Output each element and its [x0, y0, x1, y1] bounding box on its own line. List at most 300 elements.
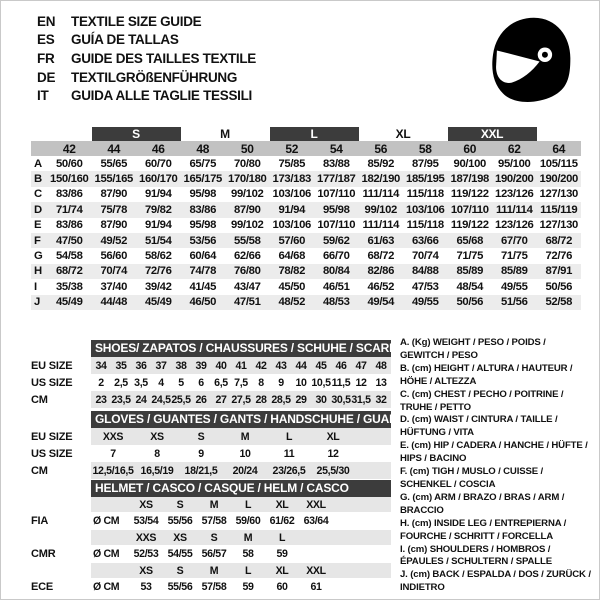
measure-letter: G — [34, 250, 43, 263]
size-value: 75/85 — [278, 157, 306, 170]
size-value: 35/38 — [55, 280, 83, 293]
measure-letter: I — [34, 280, 37, 293]
size-value: 46/50 — [181, 295, 226, 310]
language-code: IT — [37, 88, 49, 104]
shoes-row — [31, 357, 393, 374]
size-value: 83/86 — [181, 202, 226, 217]
size-value: 107/110 — [448, 202, 493, 217]
size-value: 87/90 — [100, 188, 128, 201]
size-value: 48/53 — [314, 295, 359, 310]
size-value: 52/58 — [537, 295, 582, 310]
size-group-label: XL — [395, 127, 411, 141]
helmet-size-label: XL — [275, 498, 289, 511]
size-value: 111/114 — [492, 202, 537, 217]
size-value: 119/122 — [450, 219, 489, 232]
helmet-size-label: XXL — [306, 564, 326, 577]
legend-item: E. (cm) HIP / CADERA / HANCHE / HÜFTE / HIPS / BACINO — [400, 440, 588, 465]
size-value: 111/114 — [362, 219, 399, 232]
size-value: 59/62 — [314, 233, 359, 248]
helmet-size-value: 57/58 — [201, 581, 227, 593]
size-value: 66/70 — [322, 250, 350, 263]
size-value: 155/165 — [92, 171, 137, 186]
gloves-band — [91, 445, 391, 462]
helmet-size-label: XXS — [135, 531, 157, 544]
helmet-size-value: 52/53 — [133, 548, 159, 560]
helmet-size-value: 59 — [276, 548, 288, 560]
size-value: 74/78 — [181, 264, 226, 279]
size-value: 83/86 — [55, 219, 83, 232]
size-value: 185/195 — [403, 171, 448, 186]
racing-helmet-icon — [483, 11, 579, 111]
helmet-size-label: S — [210, 531, 218, 544]
size-value: 49/55 — [500, 280, 528, 293]
size-value: 103/106 — [272, 188, 311, 201]
helmet-size-value: 55/56 — [167, 515, 193, 527]
gloves-table-title: GLOVES / GUANTES / GANTS / HANDSCHUHE / GUANTI — [91, 411, 391, 428]
helmet-size-value: 59 — [242, 581, 254, 593]
gloves-table — [31, 428, 393, 479]
shoes-value: 28,5 — [271, 393, 291, 406]
gloves-row-label: EU SIZE — [31, 430, 73, 443]
shoes-row-label: US SIZE — [31, 376, 73, 389]
size-value: 123/126 — [495, 219, 534, 232]
language-title: TEXTILGRÖßENFÜHRUNG — [71, 69, 238, 85]
legend-item: C. (cm) CHEST / PECHO / POITRINE / TRUHE / PETTO — [400, 388, 564, 413]
helmet-size-label: S — [176, 498, 184, 511]
gloves-value: XS — [150, 430, 164, 443]
size-value: 46/52 — [367, 280, 395, 293]
size-value: 85/92 — [367, 157, 395, 170]
shoes-value: 31,5 — [351, 393, 371, 406]
shoes-value: 23,5 — [111, 393, 131, 406]
size-value: 68/72 — [367, 250, 395, 263]
size-value: 49/54 — [359, 295, 404, 310]
size-value: 103/106 — [403, 202, 448, 217]
size-value: 68/72 — [537, 233, 582, 248]
size-number: 54 — [314, 141, 359, 156]
size-table-row — [31, 218, 581, 233]
shoes-value: 39 — [195, 359, 207, 372]
size-value: 95/98 — [189, 219, 217, 232]
shoes-row — [31, 391, 393, 408]
size-number: 48 — [181, 141, 226, 156]
size-table-row — [31, 264, 581, 279]
size-number: 50 — [225, 141, 270, 156]
shoes-value: 41 — [235, 359, 247, 372]
shoes-value: 6,5 — [214, 376, 228, 389]
legend-item: B. (cm) HEIGHT / ALTURA / HAUTEUR / HÖHE / ALTEZZA — [400, 362, 573, 387]
size-value: 103/106 — [272, 219, 311, 232]
shoes-value: 24,5 — [151, 393, 171, 406]
size-value: 119/122 — [450, 188, 489, 201]
shoes-value: 36 — [135, 359, 147, 372]
helmet-value-band — [91, 512, 391, 530]
size-value: 70/80 — [233, 157, 261, 170]
helmet-size-row — [31, 530, 393, 545]
helmet-size-label: M — [209, 564, 219, 577]
size-value: 55/65 — [100, 157, 128, 170]
language-row — [37, 49, 256, 68]
helmet-size-row — [31, 563, 393, 578]
shoes-band — [91, 391, 391, 408]
gloves-value: 25,5/30 — [316, 464, 350, 477]
legend-item: F. (cm) TIGH / MUSLO / CUISSE / SCHENKEL / COSCIA — [400, 466, 543, 490]
helmet-size-value: 59/60 — [235, 515, 261, 527]
size-value: 91/94 — [144, 219, 172, 232]
gloves-value: 10 — [239, 447, 251, 460]
shoes-value: 35 — [115, 359, 127, 372]
size-value: 60/70 — [144, 157, 172, 170]
size-value: 85/89 — [492, 264, 537, 279]
gloves-value: 12 — [327, 447, 339, 460]
size-value: 48/52 — [270, 295, 315, 310]
gloves-value: 16,5/19 — [140, 464, 174, 477]
size-value: 187/198 — [448, 171, 493, 186]
helmet-cert-label: FIA — [31, 515, 49, 527]
shoes-value: 45 — [315, 359, 327, 372]
shoes-value: 40 — [215, 359, 227, 372]
shoes-value: 30 — [315, 393, 327, 406]
size-number-row — [31, 141, 581, 156]
helmet-size-label: XS — [139, 564, 153, 577]
size-value: 127/130 — [539, 188, 578, 201]
shoes-value: 37 — [155, 359, 167, 372]
size-value: 45/49 — [136, 295, 181, 310]
helmet-size-value: 61/62 — [269, 515, 295, 527]
helmet-size-label: L — [244, 498, 252, 511]
size-value: 127/130 — [539, 219, 578, 232]
helmet-size-label: XXL — [306, 498, 326, 511]
shoes-row-label: CM — [31, 393, 48, 406]
size-table-row — [31, 233, 581, 248]
size-table-row — [31, 295, 581, 310]
size-value: 115/118 — [406, 219, 444, 232]
helmet-table — [31, 497, 393, 596]
helmet-size-label: XL — [275, 564, 289, 577]
size-value: 190/200 — [537, 171, 582, 186]
legend-item: J. (cm) BACK / ESPALDA / DOS / ZURÜCK / INDIETRO — [400, 569, 591, 594]
size-table-row — [31, 248, 581, 263]
measure-letter: B — [31, 171, 47, 186]
shoes-value: 28 — [255, 393, 267, 406]
gloves-row — [31, 462, 393, 479]
measure-letter: J — [31, 295, 47, 310]
shoes-value: 3,5 — [134, 376, 148, 389]
size-value: 62/66 — [233, 250, 261, 263]
helmet-size-value: 55/56 — [167, 581, 193, 593]
gloves-value: 12,5/16,5 — [92, 464, 134, 477]
main-size-table — [31, 127, 581, 310]
helmet-size-value: 54/55 — [167, 548, 193, 560]
size-value: 79/82 — [136, 202, 181, 217]
size-value: 50/56 — [448, 295, 493, 310]
measurement-legend — [400, 337, 592, 595]
size-value: 47/51 — [225, 295, 270, 310]
shoes-table-title: SHOES/ ZAPATOS / CHAUSSURES / SCHUHE / SCARPE — [91, 340, 391, 357]
helmet-size-value: 63/64 — [303, 515, 329, 527]
shoes-value: 32 — [375, 393, 387, 406]
helmet-size-value: 60 — [276, 581, 288, 593]
shoes-value: 47 — [355, 359, 367, 372]
size-value: 54/58 — [55, 250, 83, 263]
size-value: 111/114 — [362, 188, 399, 201]
shoes-value: 13 — [375, 376, 387, 389]
helmet-size-band — [91, 497, 391, 512]
size-value: 170/180 — [225, 171, 270, 186]
size-group-label: S — [92, 127, 181, 141]
size-value: 83/86 — [55, 188, 83, 201]
size-value: 51/54 — [136, 233, 181, 248]
shoes-value: 4 — [158, 376, 164, 389]
shoes-value: 27 — [215, 393, 227, 406]
shoes-value: 43 — [275, 359, 287, 372]
language-row — [37, 68, 256, 87]
size-number: 64 — [537, 141, 582, 156]
size-number-corner — [31, 141, 47, 156]
shoes-value: 2,5 — [114, 376, 128, 389]
gloves-value: XL — [326, 430, 340, 443]
size-number: 46 — [136, 141, 181, 156]
shoes-value: 11,5 — [331, 376, 351, 389]
size-value: 46/51 — [322, 280, 350, 293]
gloves-value: 7 — [110, 447, 116, 460]
size-value: 58/62 — [144, 250, 172, 263]
gloves-value: 11 — [283, 447, 295, 460]
helmet-size-value: 58 — [242, 548, 254, 560]
size-value: 61/63 — [359, 233, 404, 248]
shoes-value: 34 — [95, 359, 107, 372]
size-value: 45/50 — [278, 280, 306, 293]
size-number: 42 — [47, 141, 92, 156]
size-value: 56/60 — [100, 250, 128, 263]
size-value: 44/48 — [92, 295, 137, 310]
helmet-cert-label: CMR — [31, 548, 56, 560]
helmet-unit-label: Ø CM — [93, 548, 120, 560]
helmet-value-band — [91, 578, 391, 596]
shoes-row-label: EU SIZE — [31, 359, 73, 372]
size-value: 60/64 — [189, 250, 217, 263]
size-value: 41/45 — [189, 280, 217, 293]
gloves-value: 8 — [154, 447, 160, 460]
size-value: 65/68 — [448, 233, 493, 248]
shoes-band — [91, 357, 391, 374]
shoes-value: 12 — [355, 376, 367, 389]
size-value: 67/70 — [492, 233, 537, 248]
size-value: 150/160 — [47, 171, 92, 186]
size-value: 63/66 — [403, 233, 448, 248]
size-group-row — [31, 127, 581, 141]
helmet-size-value: 61 — [310, 581, 322, 593]
measure-letter: C — [34, 188, 42, 201]
size-value: 105/115 — [539, 157, 578, 170]
main-size-table-wrap — [31, 127, 581, 310]
size-value: 95/100 — [498, 157, 531, 170]
helmet-unit-label: Ø CM — [93, 581, 120, 593]
size-value: 165/175 — [181, 171, 226, 186]
size-group-label — [537, 127, 582, 141]
helmet-size-label: M — [243, 531, 253, 544]
gloves-row-label: US SIZE — [31, 447, 73, 460]
helmet-size-label: XS — [139, 498, 153, 511]
legend-item: I. (cm) SHOULDERS / HOMBROS / ÉPAULES / SCHULTERN / SPALLE — [400, 543, 552, 568]
size-value: 87/90 — [100, 219, 128, 232]
shoes-value: 5 — [178, 376, 184, 389]
shoes-value: 44 — [295, 359, 307, 372]
language-code: DE — [37, 69, 56, 85]
language-row — [37, 31, 256, 50]
shoes-value: 7,5 — [234, 376, 248, 389]
size-value: 78/82 — [270, 264, 315, 279]
size-value: 115/118 — [406, 188, 444, 201]
size-group-label: L — [270, 127, 359, 141]
size-value: 71/75 — [500, 250, 528, 263]
size-value: 82/86 — [359, 264, 404, 279]
size-number: 52 — [270, 141, 315, 156]
gloves-value: 20/24 — [232, 464, 258, 477]
size-value: 39/42 — [144, 280, 172, 293]
size-value: 50/60 — [55, 157, 83, 170]
size-value: 47/50 — [47, 233, 92, 248]
language-code: EN — [37, 13, 56, 29]
legend-item: D. (cm) WAIST / CINTURA / TAILLE / HÜFTUNG / VITA — [400, 414, 558, 439]
size-value: 43/47 — [233, 280, 261, 293]
gloves-value: XXS — [102, 430, 124, 443]
size-value: 70/74 — [411, 250, 439, 263]
size-value: 76/80 — [225, 264, 270, 279]
gloves-value: 9 — [198, 447, 204, 460]
helmet-cert-label: ECE — [31, 581, 54, 593]
size-group-label: M — [220, 127, 230, 141]
lower-tables — [31, 340, 408, 596]
shoes-value: 26 — [195, 393, 207, 406]
size-value: 123/126 — [495, 188, 534, 201]
size-value: 68/72 — [47, 264, 92, 279]
legend-item: A. (Kg) WEIGHT / PESO / POIDS / GEWITCH / PESO — [400, 337, 546, 361]
size-number: 44 — [92, 141, 137, 156]
size-value: 90/100 — [453, 157, 486, 170]
helmet-value-row — [31, 578, 393, 596]
gloves-value: L — [285, 430, 293, 443]
gloves-value: M — [240, 430, 250, 443]
shoes-value: 8 — [258, 376, 264, 389]
size-value: 85/89 — [448, 264, 493, 279]
size-value: 70/74 — [92, 264, 137, 279]
helmet-size-label: L — [244, 564, 252, 577]
size-value: 83/88 — [322, 157, 350, 170]
shoes-value: 30,5 — [331, 393, 351, 406]
helmet-size-value: 57/58 — [201, 515, 227, 527]
size-value: 173/183 — [270, 171, 315, 186]
size-value: 49/55 — [403, 295, 448, 310]
size-value: 87/91 — [537, 264, 582, 279]
shoes-table — [31, 357, 393, 408]
gloves-value: S — [197, 430, 205, 443]
size-number: 60 — [448, 141, 493, 156]
size-table-row — [31, 202, 581, 217]
shoes-value: 9 — [278, 376, 284, 389]
measure-letter: A — [34, 157, 42, 170]
helmet-size-row — [31, 497, 393, 512]
shoes-value: 2 — [98, 376, 104, 389]
gloves-row — [31, 445, 393, 462]
shoes-value: 10 — [295, 376, 307, 389]
shoes-value: 10,5 — [311, 376, 331, 389]
helmet-size-label: L — [278, 531, 286, 544]
helmet-size-value: 56/57 — [201, 548, 227, 560]
gloves-band — [91, 428, 391, 445]
gloves-value: 18/21,5 — [184, 464, 218, 477]
size-number: 62 — [492, 141, 537, 156]
measure-letter: H — [31, 264, 47, 279]
measure-letter: E — [34, 219, 42, 232]
size-value: 95/98 — [189, 188, 217, 201]
size-value: 55/58 — [225, 233, 270, 248]
shoes-band — [91, 374, 391, 391]
size-number: 56 — [359, 141, 404, 156]
language-row — [37, 86, 256, 105]
helmet-size-value: 53/54 — [133, 515, 159, 527]
helmet-value-row — [31, 512, 393, 530]
language-list — [37, 12, 256, 105]
legend-item: H. (cm) INSIDE LEG / ENTREPIERNA / FOURCHE / SCHRITT / FORCELLA — [400, 517, 567, 542]
shoes-value: 46 — [335, 359, 347, 372]
language-code: ES — [37, 32, 55, 48]
size-table-row — [31, 156, 581, 171]
size-value: 37/40 — [100, 280, 128, 293]
language-title: GUIDA ALLE TAGLIE TESSILI — [71, 88, 252, 104]
language-title: GUÍA DE TALLAS — [71, 32, 179, 48]
size-value: 72/76 — [136, 264, 181, 279]
measure-letter: D — [31, 202, 47, 217]
size-value: 75/78 — [92, 202, 137, 217]
size-group-label — [47, 127, 92, 141]
shoes-value: 6 — [198, 376, 204, 389]
size-value: 87/95 — [411, 157, 439, 170]
size-value: 50/56 — [545, 280, 573, 293]
helmet-size-label: S — [176, 564, 184, 577]
size-value: 45/49 — [47, 295, 92, 310]
size-value: 99/102 — [359, 202, 404, 217]
helmet-size-band — [91, 563, 391, 578]
shoes-value: 38 — [175, 359, 187, 372]
size-group-label: XXL — [448, 127, 537, 141]
size-value: 71/74 — [47, 202, 92, 217]
corner-cell — [31, 127, 47, 141]
helmet-value-band — [91, 545, 391, 563]
gloves-row-label: CM — [31, 464, 48, 477]
language-row — [37, 12, 256, 31]
size-table-row — [31, 187, 581, 202]
helmet-size-band — [91, 530, 391, 545]
helmet-size-label: XS — [173, 531, 187, 544]
shoes-value: 29 — [295, 393, 307, 406]
shoes-value: 27,5 — [231, 393, 251, 406]
size-value: 57/60 — [270, 233, 315, 248]
size-value: 99/102 — [231, 219, 264, 232]
size-value: 107/110 — [317, 188, 356, 201]
size-value: 51/56 — [492, 295, 537, 310]
gloves-value: 23/26,5 — [272, 464, 306, 477]
helmet-table-title: HELMET / CASCO / CASQUE / HELM / CASCO — [91, 480, 391, 497]
size-value: 182/190 — [359, 171, 404, 186]
size-value: 71/75 — [456, 250, 484, 263]
size-value: 84/88 — [403, 264, 448, 279]
size-value: 48/54 — [456, 280, 484, 293]
helmet-value-row — [31, 545, 393, 563]
language-code: FR — [37, 50, 55, 66]
size-value: 160/170 — [136, 171, 181, 186]
size-value: 91/94 — [144, 188, 172, 201]
